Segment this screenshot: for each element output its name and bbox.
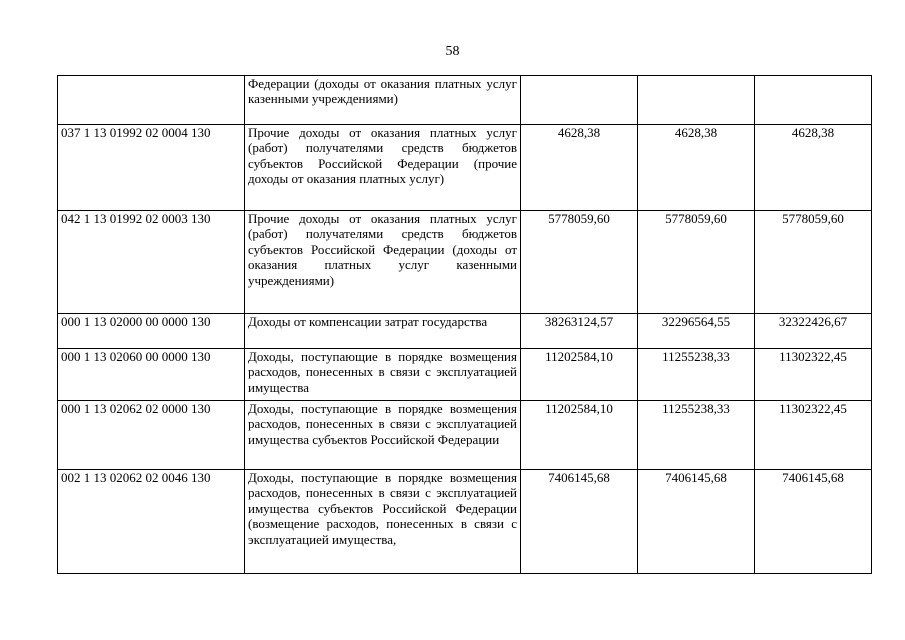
table-row [58,401,872,470]
value-year3-cell: 5778059,60 [755,211,872,314]
page-number: 58 [445,44,460,59]
revenue-name-cell: Доходы от компенсации затрат государства [245,314,521,349]
budget-code-cell: 000 1 13 02060 00 0000 130 [58,349,245,401]
value-year1-cell [521,76,638,125]
budget-code-cell: 042 1 13 01992 02 0003 130 [58,211,245,314]
value-year3-cell: 7406145,68 [755,470,872,574]
table-row [58,211,872,314]
value-year2-cell: 7406145,68 [638,470,755,574]
value-year1-cell: 7406145,68 [521,470,638,574]
value-year1-cell: 11202584,10 [521,401,638,470]
table-row [58,76,872,125]
revenue-name-cell: Прочие доходы от оказания платных услуг (работ) получателями средств бюджетов субъектов Российской Федерации (доходы от оказания платных услуг казенными учреждениями) [245,211,521,314]
value-year3-cell [755,76,872,125]
value-year2-cell: 11255238,33 [638,401,755,470]
value-year3-cell: 32322426,67 [755,314,872,349]
revenue-name-cell: Доходы, поступающие в порядке возмещения расходов, понесенных в связи с эксплуатацией имущества субъектов Российской Федерации [245,401,521,470]
table-row [58,314,872,349]
value-year2-cell: 32296564,55 [638,314,755,349]
budget-revenue-table [57,75,872,574]
value-year3-cell: 11302322,45 [755,401,872,470]
value-year1-cell: 4628,38 [521,125,638,211]
value-year3-cell: 11302322,45 [755,349,872,401]
revenue-name-cell: Доходы, поступающие в порядке возмещения расходов, понесенных в связи с эксплуатацией имущества субъектов Российской Федерации (возмещение расходов, понесенных в связи с эксплуатацией имущества, [245,470,521,574]
value-year1-cell: 11202584,10 [521,349,638,401]
budget-code-cell: 002 1 13 02062 02 0046 130 [58,470,245,574]
revenue-name-cell: Прочие доходы от оказания платных услуг (работ) получателями средств бюджетов субъектов Российской Федерации (прочие доходы от оказания платных услуг) [245,125,521,211]
revenue-name-cell: Доходы, поступающие в порядке возмещения расходов, понесенных в связи с эксплуатацией имущества [245,349,521,401]
value-year1-cell: 5778059,60 [521,211,638,314]
value-year2-cell: 5778059,60 [638,211,755,314]
revenue-name-cell: Федерации (доходы от оказания платных услуг казенными учреждениями) [245,76,521,125]
table-row [58,349,872,401]
table-row [58,470,872,574]
value-year2-cell: 11255238,33 [638,349,755,401]
budget-code-cell: 000 1 13 02062 02 0000 130 [58,401,245,470]
value-year3-cell: 4628,38 [755,125,872,211]
value-year2-cell: 4628,38 [638,125,755,211]
value-year2-cell [638,76,755,125]
table-row [58,125,872,211]
budget-code-cell: 037 1 13 01992 02 0004 130 [58,125,245,211]
budget-code-cell [58,76,245,125]
value-year1-cell: 38263124,57 [521,314,638,349]
budget-code-cell: 000 1 13 02000 00 0000 130 [58,314,245,349]
